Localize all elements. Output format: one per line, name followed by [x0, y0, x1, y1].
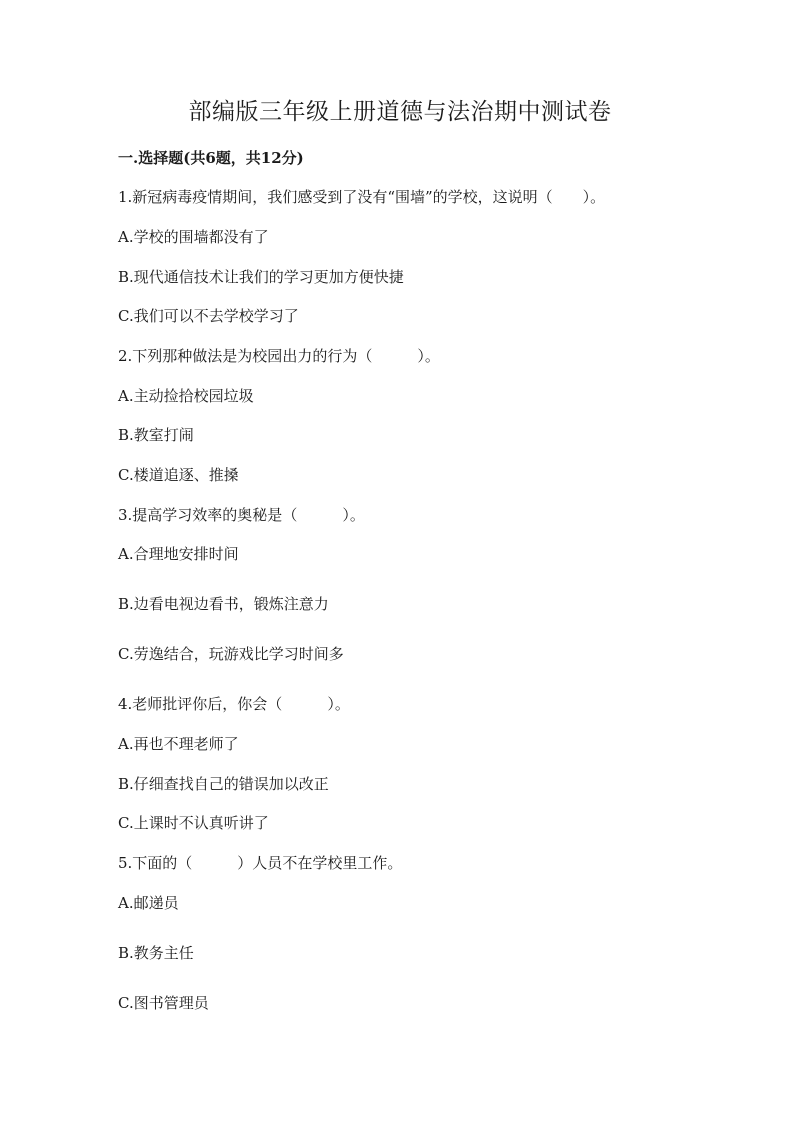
page-title: 部编版三年级上册道德与法治期中测试卷: [188, 99, 612, 125]
question-4-option-a: A.再也不理老师了: [118, 735, 239, 753]
question-1-option-c: C.我们可以不去学校学习了: [118, 307, 299, 325]
question-2-option-a: A.主动捡拾校园垃圾: [118, 387, 254, 405]
question-1-stem: 1.新冠病毒疫情期间，我们感受到了没有“围墙”的学校，这说明（ ）。: [118, 188, 606, 206]
question-2-option-b: B.教室打闹: [118, 426, 194, 444]
question-5-option-c: C.图书管理员: [118, 994, 209, 1012]
question-3-option-b: B.边看电视边看书，锻炼注意力: [118, 595, 329, 613]
question-4-option-c: C.上课时不认真听讲了: [118, 814, 269, 832]
question-3-stem: 3.提高学习效率的奥秘是（ ）。: [118, 506, 365, 524]
question-1-option-a: A.学校的围墙都没有了: [118, 228, 269, 246]
section-heading: 一.选择题(共6题，共12分): [118, 149, 304, 167]
question-5-stem: 5.下面的（ ）人员不在学校里工作。: [118, 854, 403, 872]
question-2-option-c: C.楼道追逐、推搡: [118, 466, 239, 484]
question-4-stem: 4.老师批评你后，你会（ ）。: [118, 695, 350, 713]
question-5-option-b: B.教务主任: [118, 944, 194, 962]
question-4-option-b: B.仔细查找自己的错误加以改正: [118, 775, 329, 793]
question-5-option-a: A.邮递员: [118, 894, 179, 912]
question-3-option-a: A.合理地安排时间: [118, 545, 239, 563]
question-2-stem: 2.下列那种做法是为校园出力的行为（ ）。: [118, 347, 440, 365]
question-3-option-c: C.劳逸结合，玩游戏比学习时间多: [118, 645, 344, 663]
question-1-option-b: B.现代通信技术让我们的学习更加方便快捷: [118, 268, 404, 286]
